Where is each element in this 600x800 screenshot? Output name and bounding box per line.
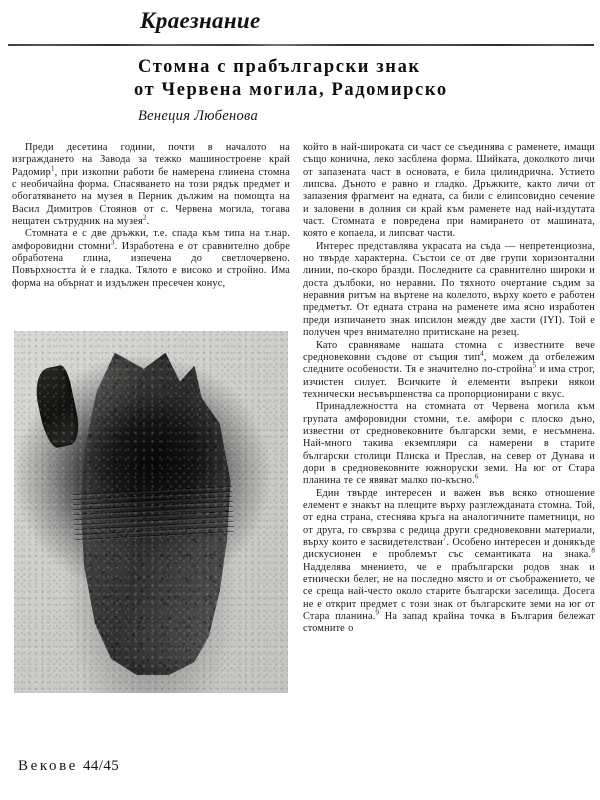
body-text-right-column [303,142,595,636]
header-divider-rule [8,44,594,46]
paragraph: който в най-широката си част се съединява с раменете, имащи също конична, леко засблена форма. Шийката, доколкото личи от запазената част в основата, е била цилиндрична. Устието липсва. Дъното е равно и гладко. Дръжките, както личи от запазения фрагмент на едната, са били с елипсовидно сечение и заловени в долния си край към раменете над най-издутата част. Стомната е повредена при намирането от машината, която е копаела, и липсват части. [303,142,595,240]
paragraph: Като сравняваме нашата стомна с известните вече средновековни съдове от същия тип$^4$, можем да отбележим следните особености. Тя е значително по-стройна$^5$ и има строг, изчистен силует. Всичките ѝ елементи въпреки някои технически несъвършенства са пропорционирани с вкус. [303,339,595,400]
paragraph: Интерес представлява украсата на съда — непретенциозна, но твърде характерна. Състои се от две групи хоризонтални линии, по-скоро бразди. Последните са сравнително широки и доста дълбоки, но неравни. По тяхното очертание съдим за неравния ритъм на въртене на колелото, върху което е работен предметът. От едната страна на раменете има ясно изработен преди изпичането знак ипсилон между две хасти (IYI). Той е получен чрез внимателно притискане на резец. [303,240,595,339]
paragraph: Принадлежността на стомната от Червена могила към групата амфоровидни стомни, т.е. амфори с плоско дъно, известни от средновековните български земи, е несъмнена. Най-много такива екземпляри са намерени в старите български столици Плиска и Преслав, на север от Дунава и дори в средновековните южноруски земи. На юг от Стара планина те се явяват малко по-късно.$^6$ [303,401,595,487]
broken-handle-stub [31,364,82,449]
running-head-rubric: Краезнание [140,8,261,33]
incised-grooves-decoration [73,486,234,541]
issue-number: 44/45 [82,758,120,774]
paragraph: Стомната е с две дръжки, т.е. спада към типа на т.нар. амфоровидни стомни$^3$. Изработена е от сравнително добре обработена глина, изпечена до светлочервено. Повърхността ѝ е гладка. Тялото е високо и стройно. Има форма на обърнат и издължен пресечен конус, [12,228,290,289]
artifact-photograph [14,331,288,693]
page-footer [18,758,119,775]
article-author: Венеция Любенова [138,108,259,124]
body-text-left-column [12,142,290,290]
article-title-line-2: от Червена могила, Радомирско [134,80,448,100]
paragraph: Един твърде интересен и важен във всяко отношение елемент е знакът на плещите върху разглежданата стомна. Той, от една страна, стеснява кръга на аналогичните паметници, но от друга, го свързва с редица други средновековни материали, върху които е засвидетелстван$^7$. Особено интересен и донякъде дискусионен е проблемът със семантиката на знака.$^8$ Надделява мнението, че е прабългарски родов знак и етнически белег, не на последно място и от съображението, че се среща най-често около старите български заселища. Досега не е открит предмет с този знак от българските земи на юг от Стара планина.$^9$ На запад крайна точка в България бележат стомните о [303,487,595,635]
journal-name: Векове [18,758,78,774]
paragraph: Преди десетина години, почти в началото на изграждането на Завода за тежко машиностроене край Радомир$^1$, при изкопни работи бе намерена глинена стомна с необичайна форма. Спасяването на този рядък предмет и обогатяването на музея в Перник дължим на помощта на Васил Димитров Стоянов от с. Червена могила, тогава нещатен сътрудник на музея$^2$. [12,142,290,228]
article-title-line-1: Стомна с прабългарски знак [138,57,421,77]
article-title-block [134,56,518,125]
